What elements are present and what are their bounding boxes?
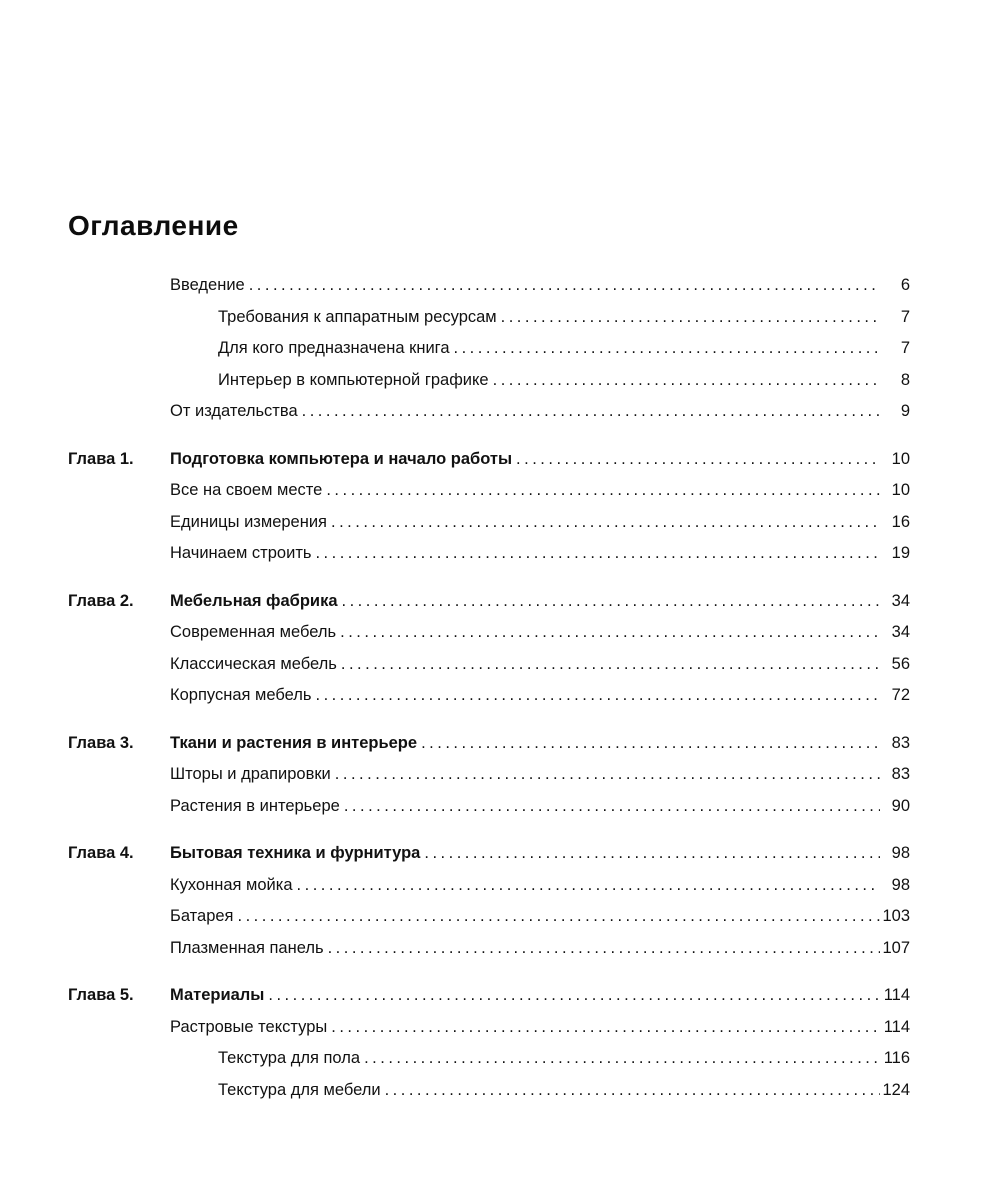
toc-group [68,980,910,1106]
entry-title: Введение [170,276,245,294]
page-number: 10 [891,481,910,499]
entry-title: Подготовка компьютера и начало работы [170,449,513,468]
entry-title: Классическая мебель [170,654,337,673]
entry-title: Требования к аппаратным ресурсам [218,307,497,326]
chapter-label: Глава 2. [68,591,134,610]
page-number: 34 [891,623,910,641]
dot-leader [420,838,880,870]
entry-title: Корпусная мебель [170,686,312,704]
toc-entry [68,1075,910,1107]
dot-leader [264,980,880,1012]
dot-leader [311,538,880,570]
dot-leader [327,507,880,539]
toc-entry [68,838,910,870]
entry-title: Мебельная фабрика [170,591,338,610]
page-number: 7 [900,339,910,357]
toc-entry [68,365,910,397]
entry-title: Текстура для мебели [218,1080,381,1099]
toc-entry [68,444,910,476]
page-number: 34 [891,591,910,610]
page-number: 116 [883,1049,910,1067]
page-number: 9 [900,402,910,420]
page-number: 72 [891,686,910,704]
page-number: 90 [891,796,910,815]
dot-leader [233,901,880,933]
toc-entry [68,791,910,823]
page-number: 98 [891,875,910,894]
chapter-label: Глава 1. [68,449,134,468]
dot-leader [331,759,880,791]
toc-entry [68,649,910,681]
dot-leader [381,1075,880,1107]
toc-list [68,270,910,1106]
toc-group [68,728,910,823]
entry-title: Батарея [170,907,234,925]
page-number: 6 [900,276,910,294]
page-number: 10 [891,449,910,468]
toc-entry [68,728,910,760]
page-number: 124 [882,1080,910,1099]
toc-entry [68,396,910,428]
page-number: 107 [882,938,910,957]
dot-leader [293,870,880,902]
toc-entry [68,270,910,302]
dot-leader [450,333,881,365]
toc-entry [68,933,910,965]
toc-entry [68,507,910,539]
dot-leader [512,444,880,476]
toc-entry [68,870,910,902]
dot-leader [360,1043,880,1075]
toc-group [68,838,910,964]
dot-leader [298,396,880,428]
toc-entry [68,759,910,791]
toc-entry [68,901,910,933]
entry-title: Растения в интерьере [170,796,340,815]
toc-group [68,270,910,428]
page-number: 7 [900,307,910,326]
entry-title: Плазменная панель [170,938,324,957]
toc-entry [68,538,910,570]
entry-title: Ткани и растения в интерьере [170,733,418,752]
toc-entry [68,980,910,1012]
toc-entry [68,586,910,618]
page-number: 83 [891,733,910,752]
dot-leader [245,270,880,302]
page-number: 114 [883,1017,910,1036]
dot-leader [497,302,880,334]
page-number: 103 [882,907,910,925]
dot-leader [489,365,880,397]
toc-entry [68,617,910,649]
entry-title: Все на своем месте [170,481,323,499]
page-number: 98 [891,844,910,862]
page-number: 114 [883,986,910,1004]
entry-title: Материалы [170,986,265,1004]
entry-title: Растровые текстуры [170,1017,328,1036]
page-number: 8 [900,370,910,389]
dot-leader [337,649,880,681]
chapter-label: Глава 4. [68,844,134,862]
dot-leader [336,617,880,649]
dot-leader [311,680,880,712]
toc-entry [68,1043,910,1075]
page-number: 83 [891,765,910,783]
page-number: 56 [891,654,910,673]
entry-title: Кухонная мойка [170,875,293,894]
chapter-label: Глава 5. [68,986,134,1004]
entry-title: Бытовая техника и фурнитура [170,844,421,862]
toc-entry [68,1012,910,1044]
dot-leader [322,475,880,507]
page-title: Оглавление [68,210,239,241]
dot-leader [340,791,880,823]
entry-title: Современная мебель [170,623,337,641]
toc-group [68,586,910,712]
entry-title: От издательства [170,402,298,420]
toc-entry [68,475,910,507]
page-number: 19 [891,544,910,562]
dot-leader [324,933,880,965]
entry-title: Начинаем строить [170,544,312,562]
page-number: 16 [891,512,910,531]
chapter-label: Глава 3. [68,733,134,752]
entry-title: Шторы и драпировки [170,765,331,783]
entry-title: Текстура для пола [218,1049,361,1067]
entry-title: Интерьер в компьютерной графике [218,370,489,389]
toc-entry [68,302,910,334]
toc-entry [68,333,910,365]
toc-entry [68,680,910,712]
dot-leader [417,728,880,760]
entry-title: Для кого предназначена книга [218,339,450,357]
dot-leader [338,586,880,618]
dot-leader [327,1012,880,1044]
toc-group [68,444,910,570]
entry-title: Единицы измерения [170,512,327,531]
